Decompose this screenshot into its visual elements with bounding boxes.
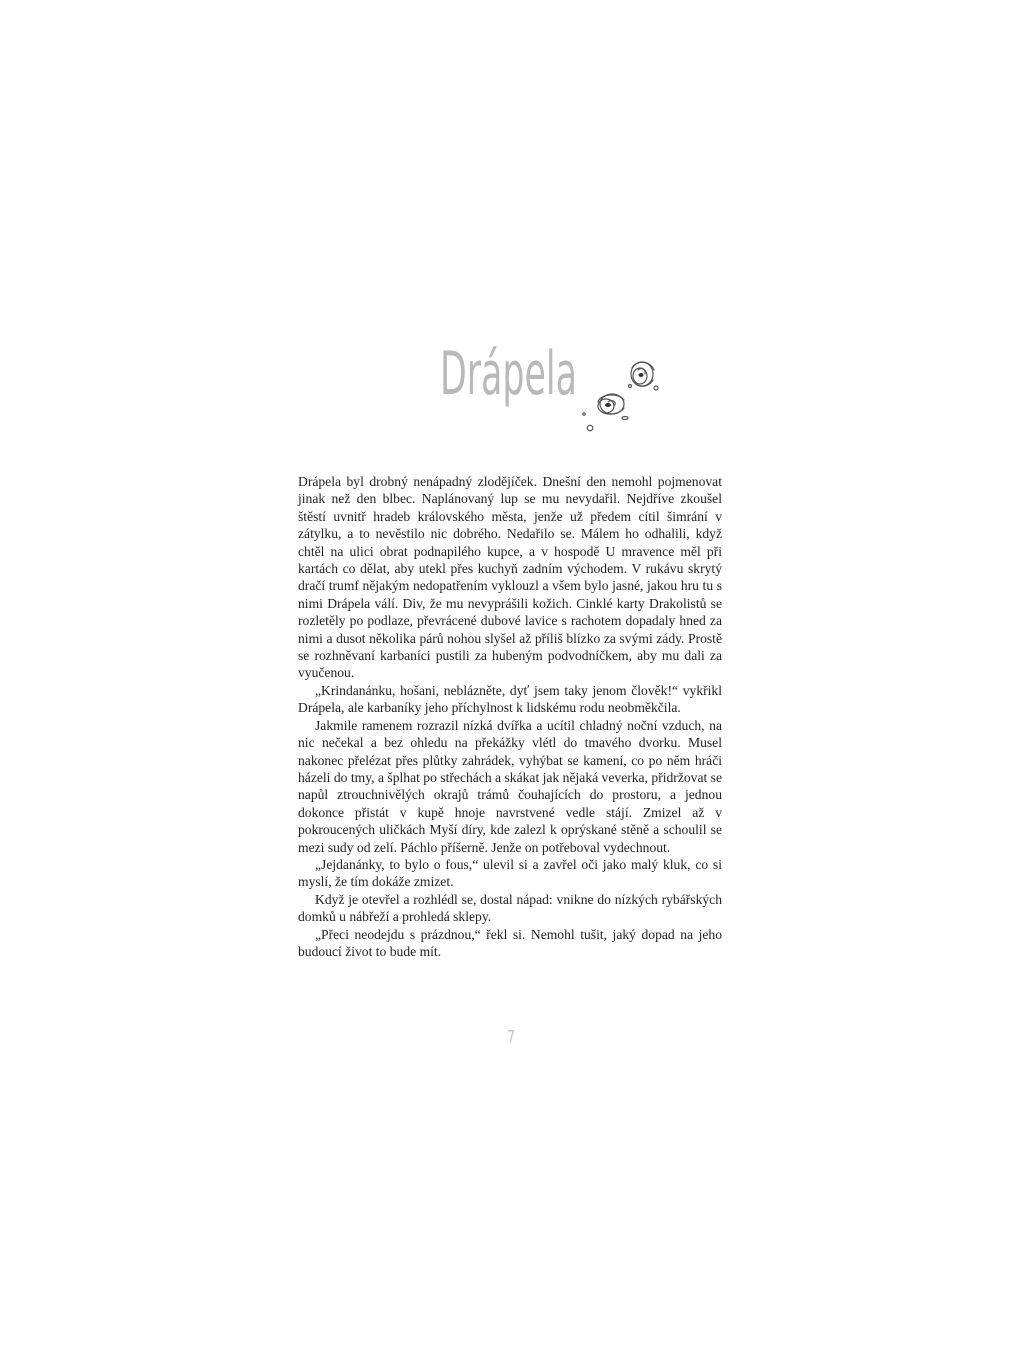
bubbles-sketch-icon: [568, 342, 680, 454]
paragraph: Když je otevřel a rozhlédl se, dostal nápad: vnikne do nízkých rybářských domků u nábřeží a prohledá sklepy.: [298, 891, 722, 925]
chapter-body: [298, 473, 722, 960]
paragraph: „Krindanánku, hošani, neblázněte, dyť jsem taky jenom člověk!“ vykřikl Drápela, ale karbaníky jeho příchylnost k lidskému rodu neobměkčila.: [298, 682, 722, 716]
paragraph: Jakmile ramenem rozrazil nízká dvířka a ucítil chladný noční vzduch, na nic nečekal a bez ohledu na překážky vlétl do tmavého dvorku. Musel nakonec přelézat přes plůtky zahrádek, vyhýbat se kamení, co po něm hráči házeli do tmy, a šplhat po střechách a skákat jak nějaká veverka, přidržovat se napůl ztrouchnivělých okrajů trámů čouhajících do prostoru, a jednou dokonce přistát v kupě hnoje navrstvené vedle stájí. Zmizel až v pokroucených uličkách Myší díry, kde zalezl k oprýskané stěně a schoulil se mezi sudy od zelí. Páchlo příšerně. Jenže on potřeboval vydechnout.: [298, 717, 722, 855]
paragraph: „Jejdanánky, to bylo o fous,“ ulevil si a zavřel oči jako malý kluk, co si myslí, že tím dokáže zmizet.: [298, 856, 722, 890]
page-number: 7: [506, 1027, 516, 1048]
chapter-title: Drápela: [440, 339, 577, 409]
paragraph: Drápela byl drobný nenápadný zlodějíček. Dnešní den nemohl pojmenovat jinak než den blbec. Naplánovaný lup se mu nevydařil. Nejdříve zkoušel štěstí uvnitř hradeb královského města, jenže už předem cítil šimrání v zátylku, a to nevěstilo nic dobrého. Nedařilo se. Málem ho odhalili, když chtěl na ulici obrat podnapilého kupce, a v hospodě U mravence měl při kartách co dělat, aby utekl přes kuchyň zadním východem. V rukávu skrytý dračí trumf nějakým nedopatřením vyklouzl a všem bylo jasné, jakou hru tu s nimi Drápela válí. Div, že mu nevyprášili kožich. Cinklé karty Drakolistů se rozletěly po podlaze, převrácené dubové lavice s rachotem dopadaly hned za nimi a dusot několika párů nohou slyšel až příliš blízko za svými zády. Prostě se rozhněvaní karbaníci pustili za hubeným podvodníčkem, aby mu dali za vyučenou.: [298, 474, 722, 681]
paragraph: „Přeci neodejdu s prázdnou,“ řekl si. Nemohl tušit, jaký dopad na jeho budoucí život to bude mít.: [298, 926, 722, 959]
